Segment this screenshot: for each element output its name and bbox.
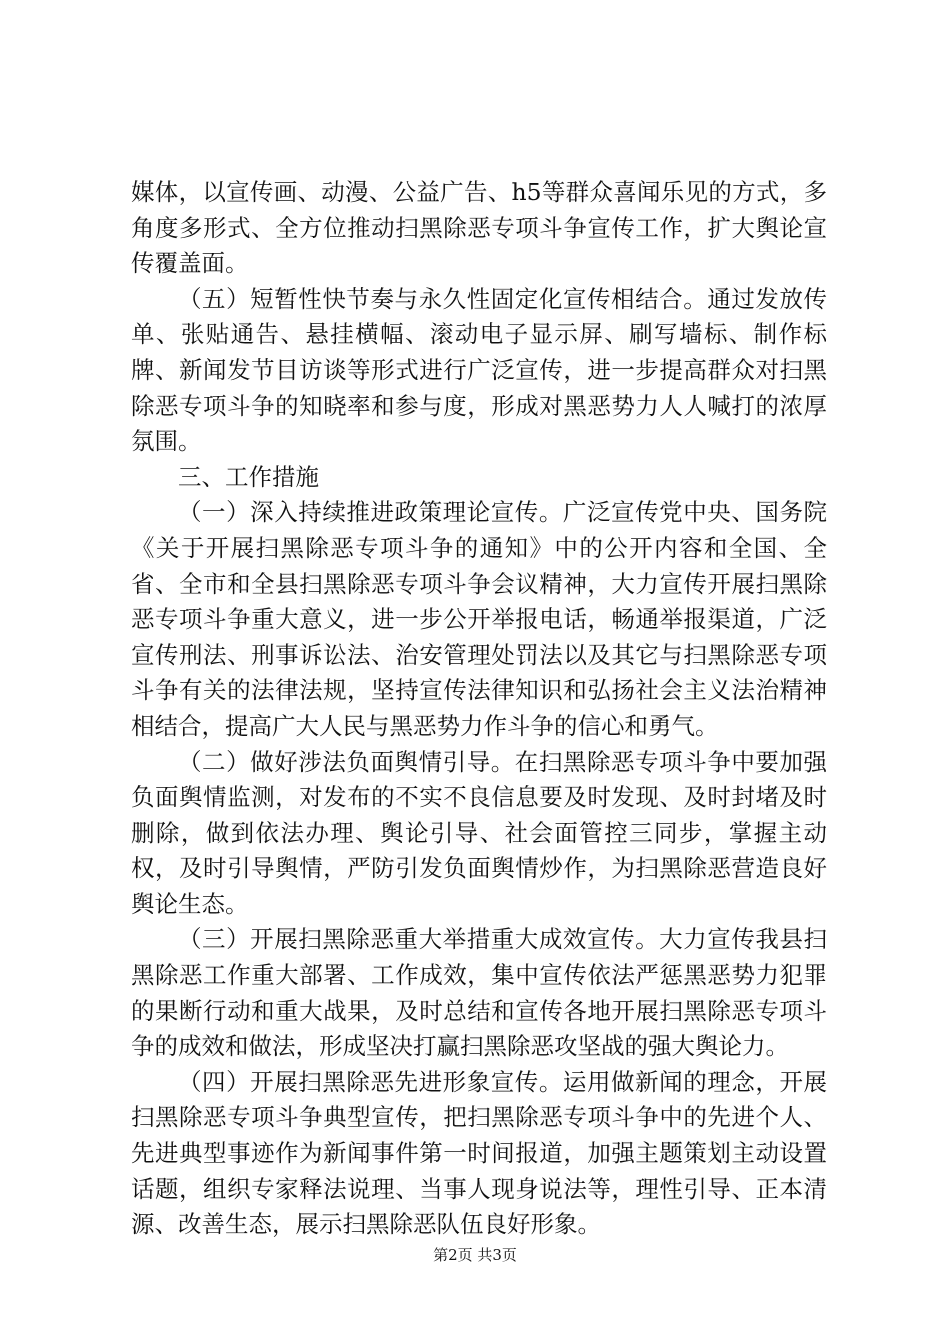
section-heading-work-measures: 三、工作措施 xyxy=(178,462,319,491)
document-body xyxy=(131,175,827,1243)
paragraph-media: 媒体，以宣传画、动漫、公益广告、h5等群众喜闻乐见的方式，多角度多形式、全方位推动扫黑除恶专项斗争宣传工作，扩大舆论宣传覆盖面。 xyxy=(131,178,827,278)
paragraph-measure-2: （二）做好涉法负面舆情引导。在扫黑除恶专项斗争中要加强负面舆情监测，对发布的不实不良信息要及时发现、及时封堵及时删除，做到依法办理、舆论引导、社会面管控三同步，掌握主动权，及时引导舆情，严防引发负面舆情炒作，为扫黑除恶营造良好舆论生态。 xyxy=(131,747,827,918)
page-number-footer: 第2页 共3页 xyxy=(433,1246,517,1264)
paragraph-measure-1: （一）深入持续推进政策理论宣传。广泛宣传党中央、国务院《关于开展扫黑除恶专项斗争的通知》中的公开内容和全国、全省、全市和全县扫黑除恶专项斗争会议精神，大力宣传开展扫黑除恶专项斗争重大意义，进一步公开举报电话，畅通举报渠道，广泛宣传刑法、刑事诉讼法、治安管理处罚法以及其它与扫黑除恶专项斗争有关的法律法规，坚持宣传法律知识和弘扬社会主义法治精神相结合，提高广大人民与黑恶势力作斗争的信心和勇气。 xyxy=(131,498,827,740)
paragraph-measure-4: （四）开展扫黑除恶先进形象宣传。运用做新闻的理念，开展扫黑除恶专项斗争典型宣传，把扫黑除恶专项斗争中的先进个人、先进典型事迹作为新闻事件第一时间报道，加强主题策划主动设置话题，组织专家释法说理、当事人现身说法等，理性引导、正本清源、改善生态，展示扫黑除恶队伍良好形象。 xyxy=(131,1067,827,1239)
paragraph-measure-3: （三）开展扫黑除恶重大举措重大成效宣传。大力宣传我县扫黑除恶工作重大部署、工作成效，集中宣传依法严惩黑恶势力犯罪的果断行动和重大战果，及时总结和宣传各地开展扫黑除恶专项斗争的成效和做法，形成坚决打赢扫黑除恶攻坚战的强大舆论力。 xyxy=(131,925,827,1061)
paragraph-item-5: （五）短暂性快节奏与永久性固定化宣传相结合。通过发放传单、张贴通告、悬挂横幅、滚动电子显示屏、刷写墙标、制作标牌、新闻发节目访谈等形式进行广泛宣传，进一步提高群众对扫黑除恶专项斗争的知晓率和参与度，形成对黑恶势力人人喊打的浓厚氛围。 xyxy=(131,284,827,456)
